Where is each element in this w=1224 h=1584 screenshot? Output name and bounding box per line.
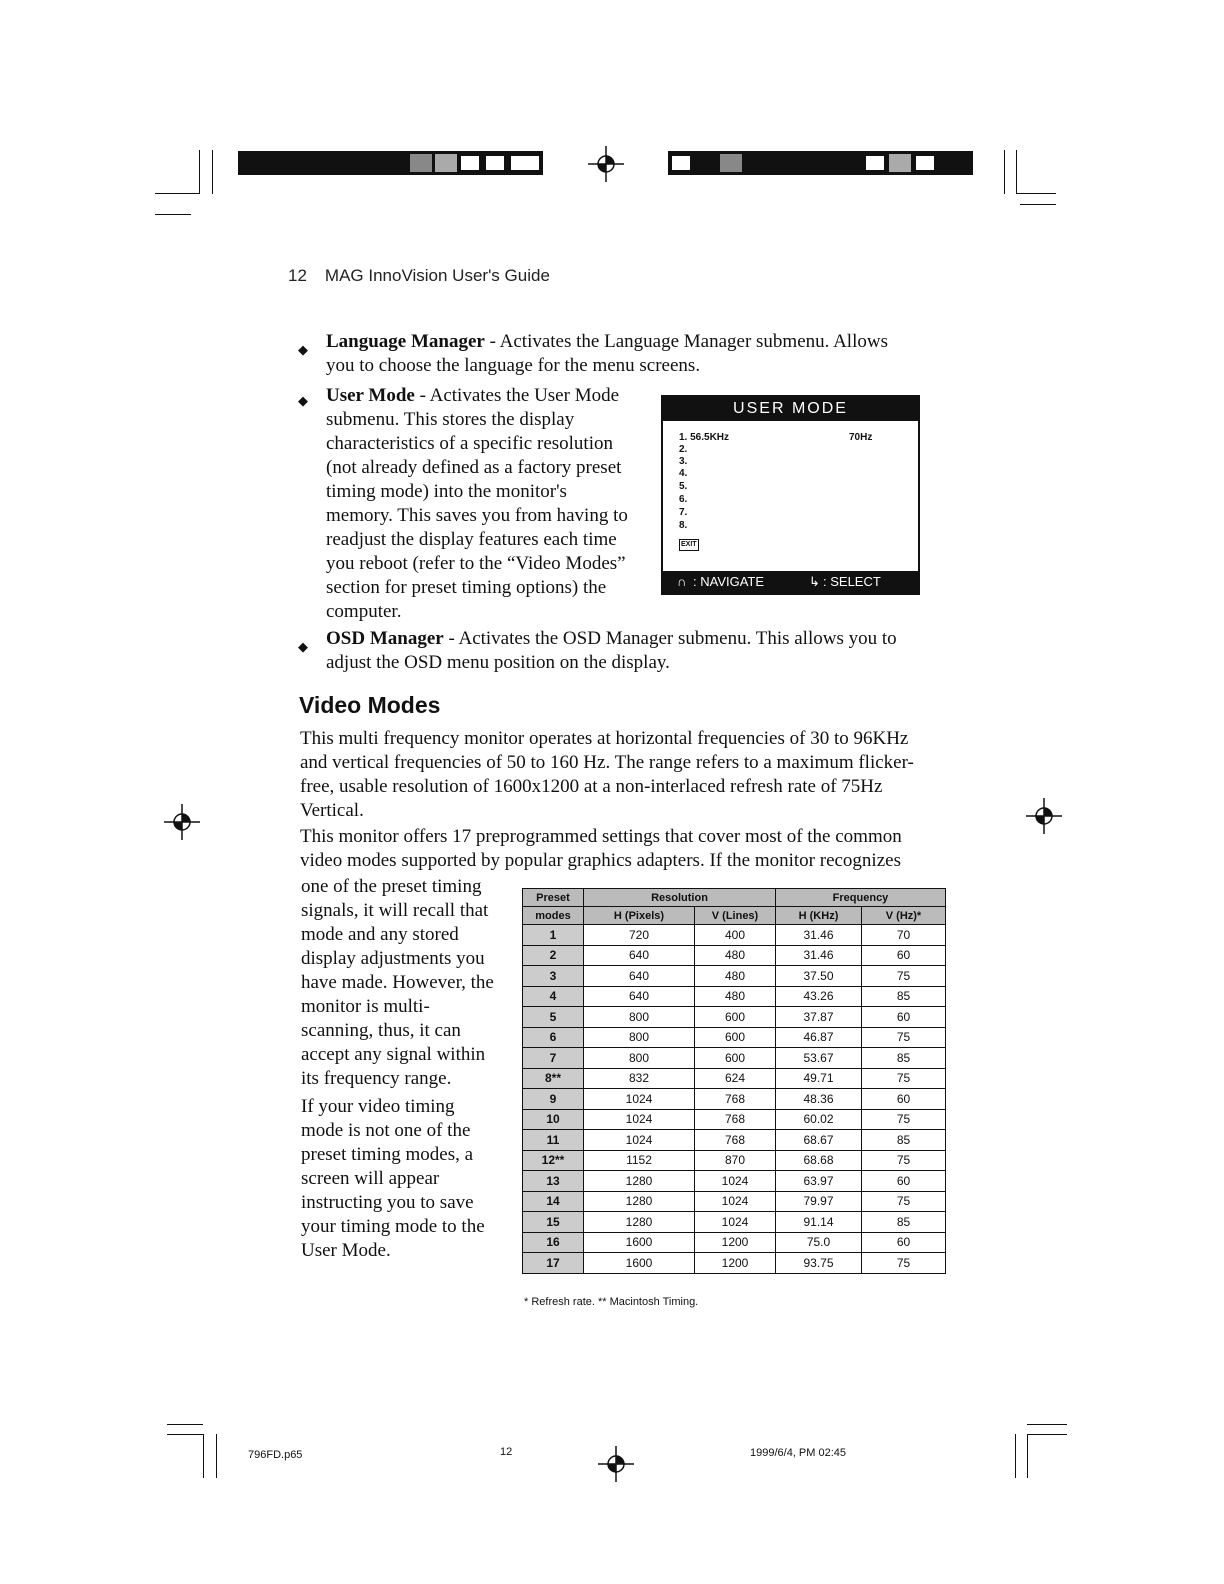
table-cell: 624 (695, 1068, 776, 1089)
text-line: display adjustments you (301, 948, 485, 969)
preset-mode-number: 17 (523, 1253, 584, 1274)
table-cell: 600 (695, 1007, 776, 1028)
table-row (523, 1130, 946, 1151)
table-cell: 53.67 (776, 1048, 862, 1069)
table-cell: 1600 (584, 1253, 695, 1274)
table-cell: 75.0 (776, 1232, 862, 1253)
table-cell: 640 (584, 966, 695, 987)
table-cell: 1600 (584, 1232, 695, 1253)
osd-user-mode-menu (661, 395, 920, 595)
table-cell: 75 (862, 1068, 946, 1089)
text-line: instructing you to save (301, 1192, 474, 1213)
text-line: This multi frequency monitor operates at horizontal frequencies of 30 to 96KHz (300, 728, 909, 749)
table-cell: 480 (695, 986, 776, 1007)
video-modes-left-col2 (301, 1095, 501, 1263)
crop-mark (167, 1434, 203, 1435)
text-line: signals, it will recall that (301, 900, 489, 921)
table-cell: 1024 (584, 1130, 695, 1151)
crop-mark (167, 1424, 203, 1425)
table-cell: 85 (862, 986, 946, 1007)
text-line: and vertical frequencies of 50 to 160 Hz. The range refers to a maximum flicker- (300, 752, 914, 773)
table-cell: 75 (862, 1109, 946, 1130)
text-line: you to choose the language for the menu screens. (326, 355, 701, 376)
preset-modes-table (522, 888, 946, 1274)
color-bar-right (668, 151, 973, 175)
text-line: screen will appear (301, 1168, 440, 1189)
table-cell: 31.46 (776, 925, 862, 946)
term-user-mode: User Mode (326, 385, 415, 406)
preset-mode-number: 13 (523, 1171, 584, 1192)
table-cell: 75 (862, 1027, 946, 1048)
text-line: one of the preset timing (301, 876, 482, 897)
table-cell: 79.97 (776, 1191, 862, 1212)
bullet-diamond-icon: ◆ (298, 393, 308, 408)
registration-mark-icon (596, 1444, 636, 1484)
crop-mark (1016, 193, 1056, 194)
preset-mode-number: 5 (523, 1007, 584, 1028)
table-cell: 60 (862, 1232, 946, 1253)
table-row (523, 1150, 946, 1171)
osd-mode-freq: 70Hz (849, 432, 873, 443)
preset-mode-number: 9 (523, 1089, 584, 1110)
table-cell: 70 (862, 925, 946, 946)
table-row (523, 945, 946, 966)
text-line: - Activates the OSD Manager submenu. This allows you to (443, 628, 897, 649)
osd-mode-slot[interactable]: 5. (679, 481, 688, 492)
text-line: mode is not one of the (301, 1120, 471, 1141)
table-cell: 85 (862, 1130, 946, 1151)
text-line: section for preset timing options) the (326, 577, 607, 598)
table-cell: 60 (862, 1007, 946, 1028)
registration-mark-icon (162, 802, 202, 842)
osd-mode-slot[interactable]: 3. (679, 456, 688, 467)
text-line: scanning, thus, it can (301, 1020, 461, 1041)
table-cell: 800 (584, 1007, 695, 1028)
preset-mode-number: 14 (523, 1191, 584, 1212)
table-cell: 75 (862, 1253, 946, 1274)
table-cell: 37.87 (776, 1007, 862, 1028)
preset-mode-number: 3 (523, 966, 584, 987)
bullet-osd-manager (326, 627, 926, 675)
table-cell: 37.50 (776, 966, 862, 987)
col-header-resolution: Resolution (584, 889, 776, 907)
text-line: free, usable resolution of 1600x1200 at a non-interlaced refresh rate of 75Hz (300, 776, 883, 797)
crop-mark (199, 150, 200, 194)
table-cell: 60 (862, 945, 946, 966)
text-line: characteristics of a specific resolution (326, 433, 613, 454)
footer-page: 12 (500, 1446, 513, 1458)
col-header-h-pixels: H (Pixels) (584, 907, 695, 925)
osd-title: USER MODE (663, 397, 918, 421)
table-cell: 800 (584, 1048, 695, 1069)
table-cell: 1152 (584, 1150, 695, 1171)
text-line: have made. However, the (301, 972, 494, 993)
crop-mark (1020, 204, 1056, 205)
table-cell: 75 (862, 1191, 946, 1212)
preset-mode-number: 1 (523, 925, 584, 946)
crop-mark (1016, 150, 1017, 194)
crop-mark (1027, 1434, 1028, 1478)
header-page-number: 12 (288, 266, 307, 285)
section-heading: Video Modes (299, 692, 441, 718)
osd-mode-slot[interactable]: 6. (679, 494, 688, 505)
crop-mark (155, 214, 191, 215)
table-cell: 31.46 (776, 945, 862, 966)
osd-navigate-label: : NAVIGATE (693, 574, 765, 589)
crop-mark (212, 150, 213, 194)
crop-mark (1027, 1424, 1067, 1425)
bullet-diamond-icon: ◆ (298, 639, 308, 654)
osd-mode-slot[interactable]: 8. (679, 520, 688, 531)
table-cell: 1024 (695, 1171, 776, 1192)
text-line: computer. (326, 601, 402, 622)
crop-mark (216, 1434, 217, 1478)
footer-file: 796FD.p65 (248, 1449, 303, 1461)
table-row (523, 1089, 946, 1110)
col-header-v-hz: V (Hz)* (862, 907, 946, 925)
table-cell: 1200 (695, 1253, 776, 1274)
table-cell: 60 (862, 1089, 946, 1110)
video-modes-para2 (300, 825, 930, 873)
text-line: timing mode) into the monitor's (326, 481, 567, 502)
term-osd-manager: OSD Manager (326, 628, 444, 649)
text-line: video modes supported by popular graphics adapters. If the monitor recognizes (300, 850, 901, 871)
osd-mode-slot[interactable]: 1. 56.5KHz (679, 432, 730, 443)
table-cell: 1200 (695, 1232, 776, 1253)
table-cell: 85 (862, 1212, 946, 1233)
osd-footer (663, 571, 918, 593)
text-line: adjust the OSD menu position on the display. (326, 652, 670, 673)
table-cell: 1280 (584, 1191, 695, 1212)
select-icon: ↳ (809, 574, 820, 589)
table-cell: 48.36 (776, 1089, 862, 1110)
table-cell: 46.87 (776, 1027, 862, 1048)
table-cell: 85 (862, 1048, 946, 1069)
text-line: its frequency range. (301, 1068, 452, 1089)
crop-mark (203, 1434, 204, 1478)
table-cell: 800 (584, 1027, 695, 1048)
table-cell: 480 (695, 966, 776, 987)
preset-mode-number: 12** (523, 1150, 584, 1171)
text-line: User Mode. (301, 1240, 391, 1261)
table-cell: 1280 (584, 1171, 695, 1192)
table-cell: 1024 (584, 1089, 695, 1110)
bullet-language-manager (326, 330, 926, 378)
table-cell: 68.67 (776, 1130, 862, 1151)
preset-mode-number: 2 (523, 945, 584, 966)
table-cell: 60.02 (776, 1109, 862, 1130)
table-row (523, 1253, 946, 1274)
text-line: This monitor offers 17 preprogrammed settings that cover most of the common (300, 826, 902, 847)
table-cell: 832 (584, 1068, 695, 1089)
table-cell: 1024 (695, 1191, 776, 1212)
video-modes-left-col (301, 875, 501, 1091)
color-bar-left (238, 151, 543, 175)
crop-mark (1004, 150, 1005, 194)
table-cell: 49.71 (776, 1068, 862, 1089)
header-title: MAG InnoVision User's Guide (324, 266, 550, 285)
term-language-manager: Language Manager (326, 331, 485, 352)
text-line: monitor is multi- (301, 996, 430, 1017)
table-cell: 75 (862, 966, 946, 987)
table-row (523, 1212, 946, 1233)
preset-mode-number: 6 (523, 1027, 584, 1048)
osd-mode-slot[interactable]: 4. (679, 468, 688, 479)
col-header-h-khz: H (KHz) (776, 907, 862, 925)
col-header-frequency: Frequency (776, 889, 946, 907)
table-cell: 43.26 (776, 986, 862, 1007)
registration-mark-icon (1024, 796, 1064, 836)
crop-mark (1015, 1434, 1016, 1478)
table-cell: 1024 (584, 1109, 695, 1130)
col-header-modes: modes (523, 907, 584, 925)
table-cell: 768 (695, 1109, 776, 1130)
table-cell: 68.68 (776, 1150, 862, 1171)
table-row (523, 1191, 946, 1212)
table-row (523, 1027, 946, 1048)
footer-date: 1999/6/4, PM 02:45 (750, 1447, 847, 1459)
table-cell: 1280 (584, 1212, 695, 1233)
table-cell: 75 (862, 1150, 946, 1171)
table-row (523, 1007, 946, 1028)
table-row (523, 925, 946, 946)
table-cell: 600 (695, 1048, 776, 1069)
table-cell: 720 (584, 925, 695, 946)
navigate-icon: ∩ (677, 574, 687, 589)
preset-mode-number: 15 (523, 1212, 584, 1233)
text-line: you reboot (refer to the “Video Modes” (326, 553, 626, 574)
text-line: - Activates the User Mode (414, 385, 620, 406)
osd-select-label: : SELECT (823, 574, 881, 589)
col-header-v-lines: V (Lines) (695, 907, 776, 925)
text-line: your timing mode to the (301, 1216, 485, 1237)
table-row (523, 1232, 946, 1253)
col-header-preset: Preset (523, 889, 584, 907)
table-cell: 400 (695, 925, 776, 946)
bullet-diamond-icon: ◆ (298, 342, 308, 357)
table-row (523, 986, 946, 1007)
table-cell: 768 (695, 1130, 776, 1151)
table-cell: 91.14 (776, 1212, 862, 1233)
text-line: accept any signal within (301, 1044, 486, 1065)
osd-mode-slot[interactable]: 2. (679, 444, 688, 455)
preset-mode-number: 7 (523, 1048, 584, 1069)
preset-mode-number: 16 (523, 1232, 584, 1253)
text-line: mode and any stored (301, 924, 459, 945)
preset-mode-number: 11 (523, 1130, 584, 1151)
table-cell: 480 (695, 945, 776, 966)
table-cell: 640 (584, 945, 695, 966)
video-modes-para1 (300, 727, 930, 823)
table-row (523, 1068, 946, 1089)
preset-mode-number: 8** (523, 1068, 584, 1089)
crop-mark (1027, 1434, 1067, 1435)
table-row (523, 1048, 946, 1069)
preset-mode-number: 10 (523, 1109, 584, 1130)
table-cell: 870 (695, 1150, 776, 1171)
osd-exit-icon[interactable]: EXIT (679, 539, 699, 551)
table-cell: 640 (584, 986, 695, 1007)
table-cell: 600 (695, 1027, 776, 1048)
table-footnote: * Refresh rate. ** Macintosh Timing. (524, 1296, 699, 1308)
preset-mode-number: 4 (523, 986, 584, 1007)
bullet-user-mode (326, 384, 641, 624)
table-row (523, 966, 946, 987)
table-cell: 1024 (695, 1212, 776, 1233)
text-line: memory. This saves you from having to (326, 505, 628, 526)
table-row (523, 1109, 946, 1130)
table-cell: 93.75 (776, 1253, 862, 1274)
table-cell: 768 (695, 1089, 776, 1110)
text-line: If your video timing (301, 1096, 455, 1117)
table-row (523, 1171, 946, 1192)
text-line: readjust the display features each time (326, 529, 617, 550)
text-line: submenu. This stores the display (326, 409, 575, 430)
text-line: Vertical. (300, 800, 364, 821)
table-cell: 60 (862, 1171, 946, 1192)
running-header (288, 266, 550, 286)
crop-mark (155, 193, 199, 194)
text-line: preset timing modes, a (301, 1144, 474, 1165)
table-cell: 63.97 (776, 1171, 862, 1192)
text-line: (not already defined as a factory preset (326, 457, 622, 478)
registration-mark-icon (586, 144, 626, 184)
text-line: - Activates the Language Manager submenu. Allows (484, 331, 888, 352)
osd-mode-slot[interactable]: 7. (679, 507, 688, 518)
